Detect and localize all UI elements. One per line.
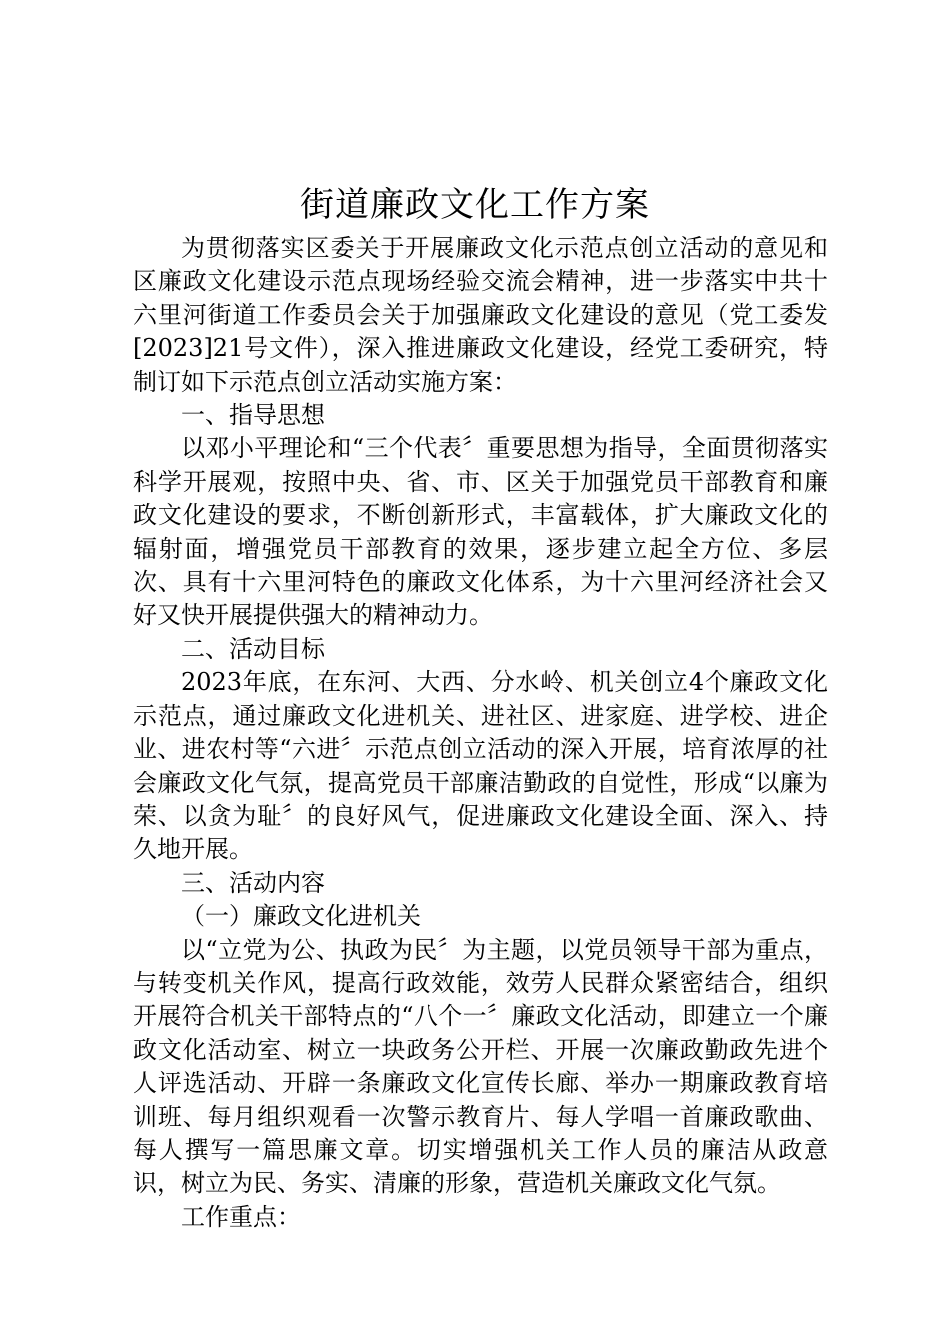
section-heading-activity-goals: 二、活动目标 <box>181 634 325 663</box>
section-heading-guiding-ideology: 一、指导思想 <box>181 401 325 430</box>
section-heading-activity-content: 三、活动内容 <box>181 868 325 897</box>
activity-goals-paragraph: 2023年底，在东河、大西、分水岭、机关创立4个廉政文化示范点，通过廉政文化进机关、进社区、进家庭、进学校、进企业、进农村等“六进〞示范点创立活动的深入开展，培育浓厚的社会廉政文化气氛，提高党员干部廉洁勤政的自觉性，形成“以廉为荣、以贪为耻〞的良好风气，促进廉政文化建设全面、深入、持久地开展。 <box>133 668 828 864</box>
intro-paragraph: 为贯彻落实区委关于开展廉政文化示范点创立活动的意见和区廉政文化建设示范点现场经验交流会精神，进一步落实中共十六里河街道工作委员会关于加强廉政文化建设的意见（党工委发[2023]21号文件），深入推进廉政文化建设，经党工委研究，特制订如下示范点创立活动实施方案： <box>133 234 828 396</box>
document-body <box>133 232 828 1234</box>
subsection-heading-into-agencies: （一）廉政文化进机关 <box>181 902 421 931</box>
into-agencies-paragraph: 以“立党为公、执政为民〞为主题，以党员领导干部为重点，与转变机关作风，提高行政效能，效劳人民群众紧密结合，组织开展符合机关干部特点的“八个一〞廉政文化活动，即建立一个廉政文化活动室、树立一块政务公开栏、开展一次廉政勤政先进个人评选活动、开辟一条廉政文化宣传长廊、举办一期廉政教育培训班、每月组织观看一次警示教育片、每人学唱一首廉政歌曲、每人撰写一篇思廉文章。切实增强机关工作人员的廉洁从政意识，树立为民、务实、清廉的形象，营造机关廉政文化气氛。 <box>133 935 828 1198</box>
guiding-ideology-paragraph: 以邓小平理论和“三个代表〞重要思想为指导，全面贯彻落实科学开展观，按照中央、省、市、区关于加强党员干部教育和廉政文化建设的要求，不断创新形式，丰富载体，扩大廉政文化的辐射面，增强党员干部教育的效果，逐步建立起全方位、多层次、具有十六里河特色的廉政文化体系，为十六里河经济社会又好又快开展提供强大的精神动力。 <box>133 434 828 630</box>
work-focus-heading: 工作重点： <box>181 1202 301 1231</box>
page-title: 街道廉政文化工作方案 <box>300 185 650 225</box>
